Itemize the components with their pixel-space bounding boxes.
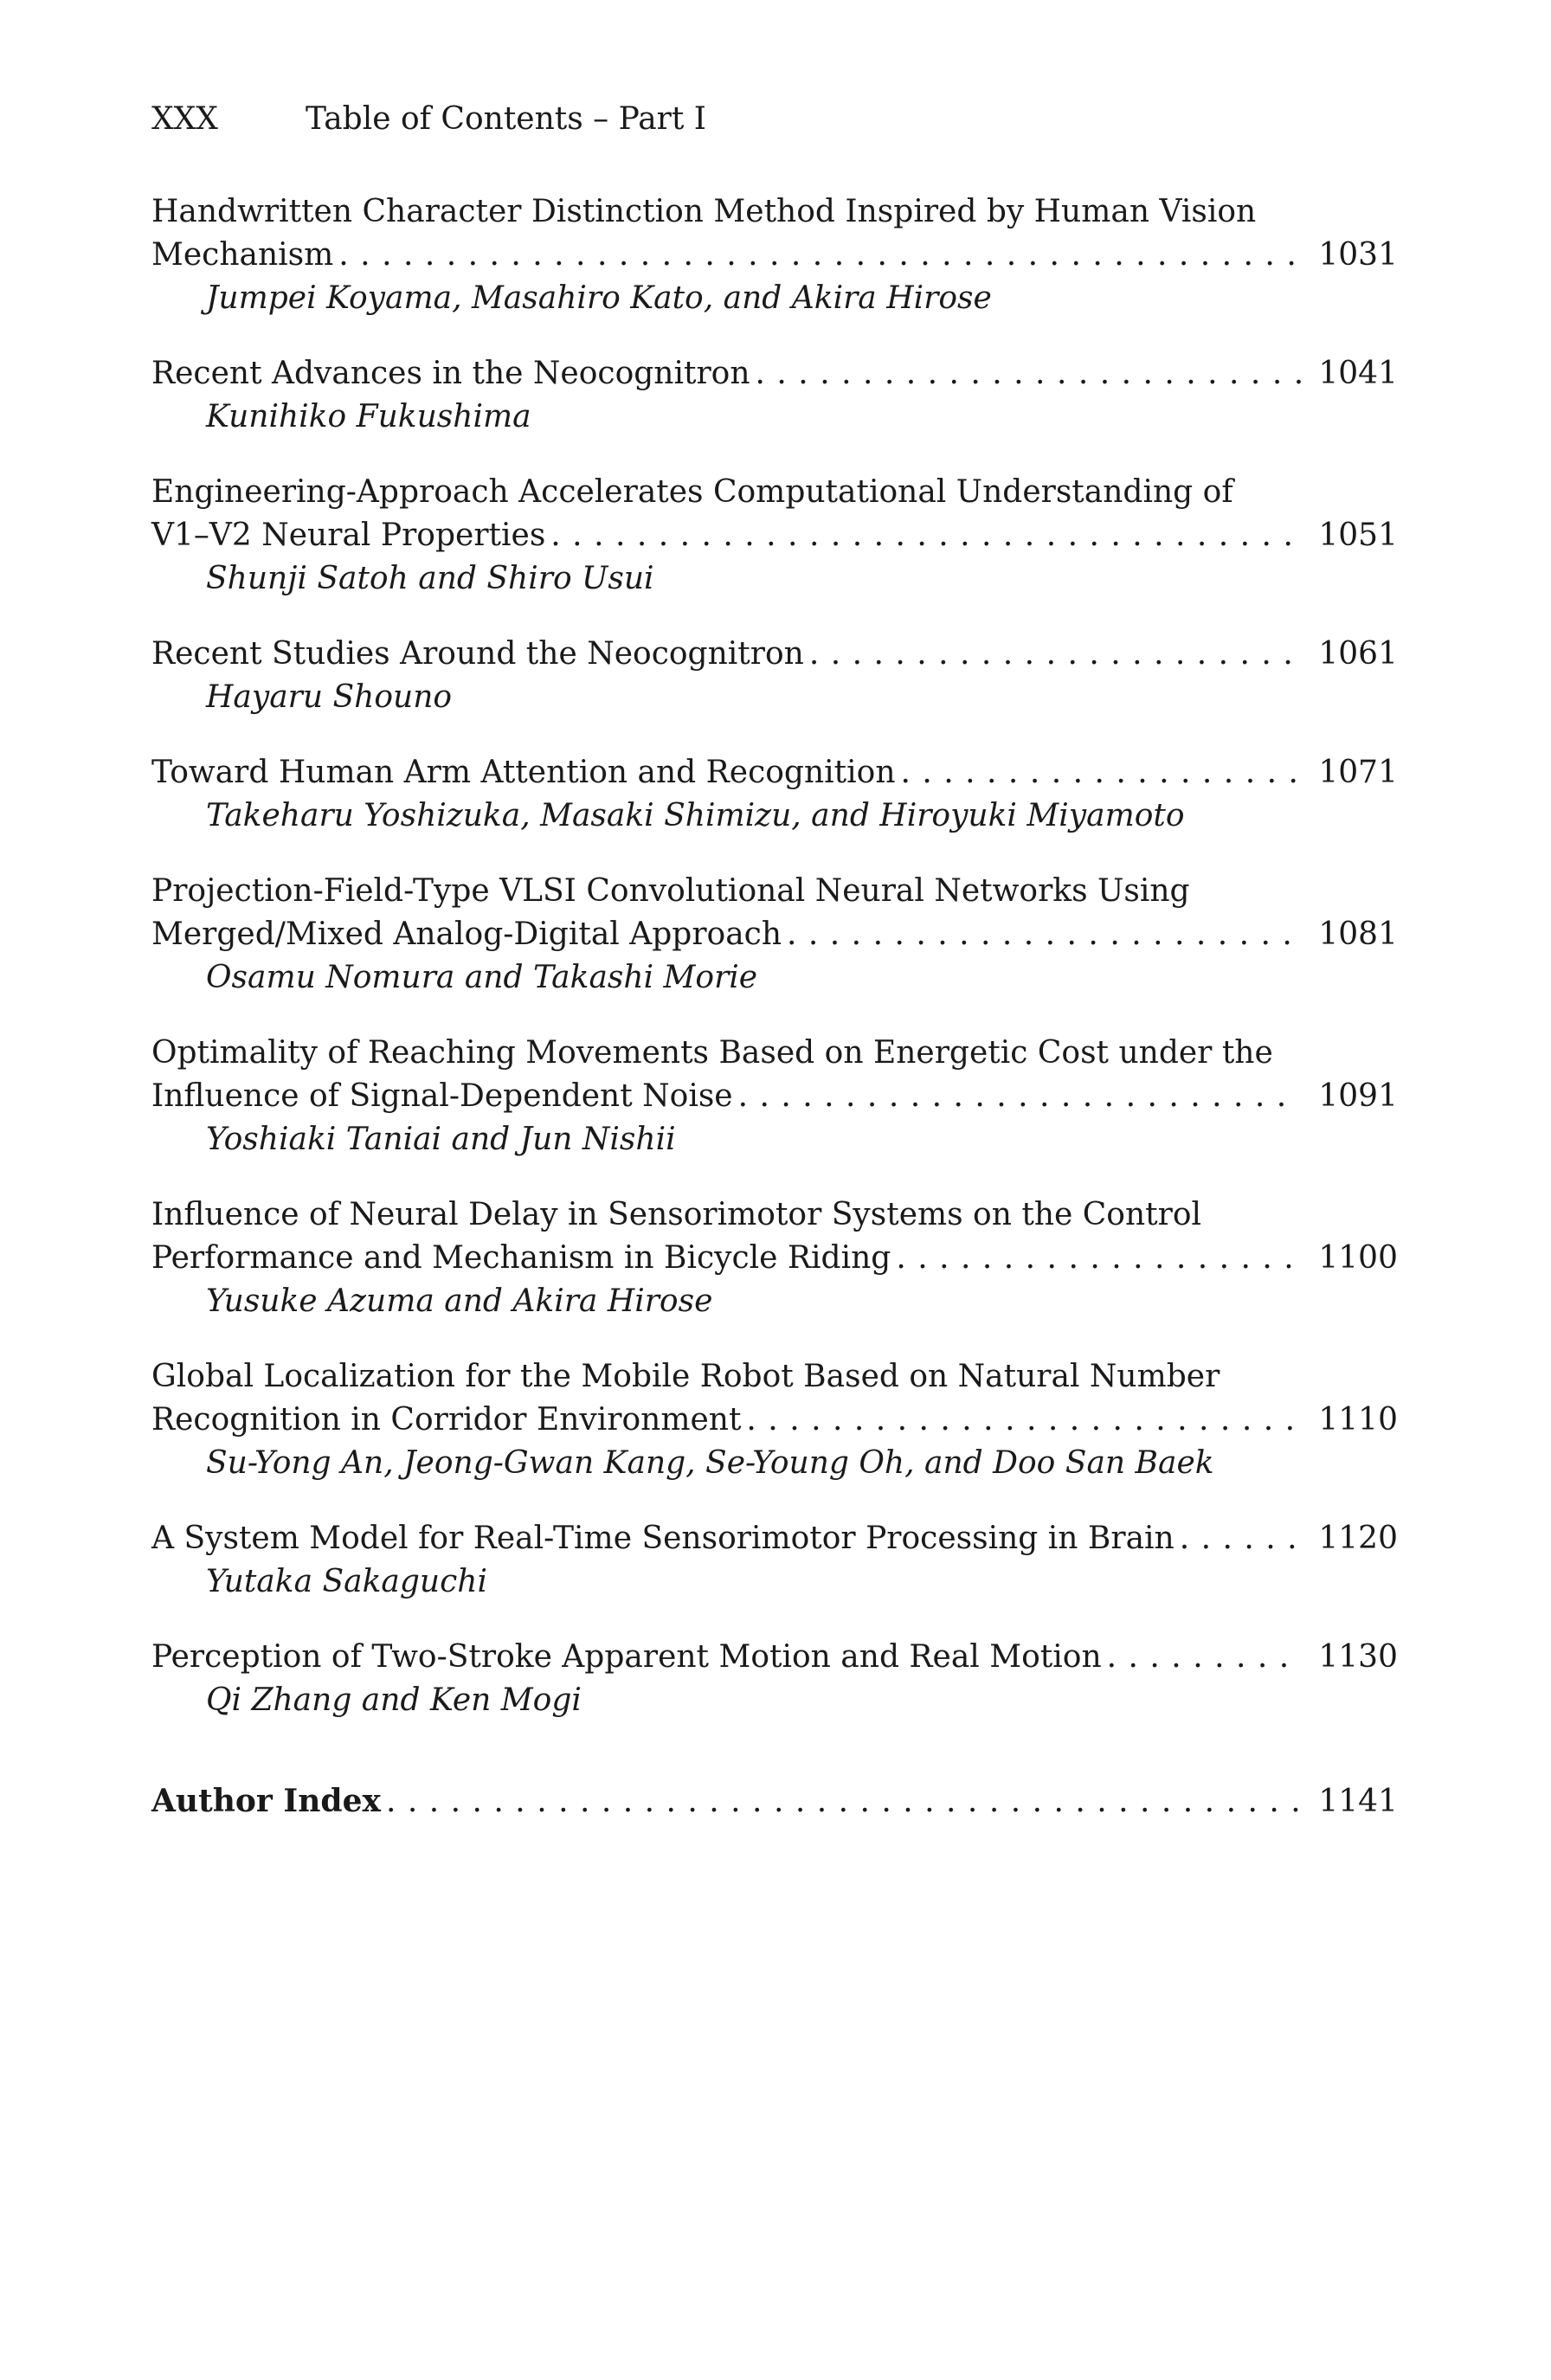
- entry-title: Merged/Mixed Analog-Digital Approach: [151, 917, 782, 952]
- toc-entry[interactable]: [151, 633, 1398, 719]
- entry-authors: Kunihiko Fukushima: [206, 399, 531, 434]
- entry-page-number: 1081: [1318, 917, 1398, 952]
- entry-page-number: 1031: [1318, 237, 1398, 273]
- entry-title: Perception of Two-Stroke Apparent Motion and Real Motion: [151, 1639, 1102, 1675]
- entry-authors: Yutaka Sakaguchi: [206, 1564, 487, 1599]
- entry-authors: Osamu Nomura and Takashi Morie: [206, 960, 758, 995]
- entry-authors: Qi Zhang and Ken Mogi: [206, 1682, 582, 1718]
- entry-page-number: 1071: [1318, 755, 1398, 790]
- entry-authors: Su-Yong An, Jeong-Gwan Kang, Se-Young Oh, and Doo San Baek: [206, 1445, 1214, 1481]
- entry-title: V1–V2 Neural Properties: [151, 518, 546, 553]
- toc-entry[interactable]: [151, 1032, 1398, 1161]
- running-title: Table of Contents – Part I: [306, 101, 707, 137]
- toc-entry[interactable]: [151, 1517, 1398, 1604]
- entry-title: A System Model for Real-Time Sensorimotor Processing in Brain: [151, 1521, 1175, 1556]
- entry-page-number: 1091: [1318, 1078, 1398, 1114]
- entry-title-line: Handwritten Character Distinction Method Inspired by Human Vision: [151, 194, 1257, 229]
- running-head: [151, 99, 706, 140]
- table-of-contents: [151, 190, 1398, 1856]
- entry-authors: Shunji Satoh and Shiro Usui: [206, 561, 654, 596]
- author-index-entry[interactable]: [151, 1779, 1398, 1824]
- entry-title-line: Optimality of Reaching Movements Based on Energetic Cost under the: [151, 1035, 1273, 1071]
- entry-authors: Hayaru Shouno: [206, 679, 453, 715]
- entry-page-number: 1110: [1318, 1402, 1398, 1438]
- page-folio: XXX: [151, 101, 218, 137]
- entry-title: Toward Human Arm Attention and Recognition: [151, 755, 896, 790]
- dot-leader: [1107, 1636, 1302, 1679]
- toc-entry[interactable]: [151, 352, 1398, 439]
- toc-entry[interactable]: [151, 1193, 1398, 1323]
- entry-title-line: Influence of Neural Delay in Sensorimotor Systems on the Control: [151, 1197, 1202, 1232]
- author-index-page: 1141: [1318, 1784, 1398, 1819]
- entry-title: Recognition in Corridor Environment: [151, 1402, 742, 1438]
- entry-title: Performance and Mechanism in Bicycle Riding: [151, 1240, 891, 1276]
- entry-title: Mechanism: [151, 237, 334, 273]
- entry-authors: Yusuke Azuma and Akira Hirose: [206, 1283, 713, 1319]
- dot-leader: [787, 913, 1301, 956]
- entry-authors: Takeharu Yoshizuka, Masaki Shimizu, and Hiroyuki Miyamoto: [206, 798, 1185, 833]
- toc-entry[interactable]: [151, 1355, 1398, 1485]
- dot-leader: [386, 1780, 1301, 1824]
- toc-entry[interactable]: [151, 190, 1398, 320]
- entry-title: Influence of Signal-Dependent Noise: [151, 1078, 733, 1114]
- entry-title-line: Projection-Field-Type VLSI Convolutional Neural Networks Using: [151, 873, 1190, 909]
- toc-entry[interactable]: [151, 1636, 1398, 1722]
- entry-page-number: 1100: [1318, 1240, 1398, 1276]
- dot-leader: [809, 633, 1302, 676]
- entry-page-number: 1051: [1318, 518, 1398, 553]
- dot-leader: [756, 352, 1302, 396]
- entry-page-number: 1041: [1318, 356, 1398, 391]
- toc-entry[interactable]: [151, 751, 1398, 838]
- entry-title-line: Engineering-Approach Accelerates Computational Understanding of: [151, 474, 1233, 510]
- dot-leader: [746, 1399, 1301, 1442]
- dot-leader: [1180, 1517, 1302, 1560]
- toc-entry[interactable]: [151, 870, 1398, 1000]
- entry-authors: Yoshiaki Taniai and Jun Nishii: [206, 1122, 676, 1157]
- dot-leader: [738, 1075, 1302, 1118]
- entry-page-number: 1130: [1318, 1639, 1398, 1675]
- dot-leader: [901, 751, 1302, 794]
- entry-page-number: 1120: [1318, 1521, 1398, 1556]
- toc-entry[interactable]: [151, 471, 1398, 601]
- author-index-label: Author Index: [151, 1783, 381, 1819]
- entry-title: Recent Studies Around the Neocognitron: [151, 636, 804, 672]
- entry-title-line: Global Localization for the Mobile Robot Based on Natural Number: [151, 1359, 1220, 1394]
- entry-authors: Jumpei Koyama, Masahiro Kato, and Akira Hirose: [206, 280, 992, 316]
- dot-leader: [896, 1237, 1301, 1280]
- dot-leader: [550, 514, 1301, 557]
- dot-leader: [338, 234, 1301, 277]
- entry-page-number: 1061: [1318, 636, 1398, 672]
- entry-title: Recent Advances in the Neocognitron: [151, 356, 750, 391]
